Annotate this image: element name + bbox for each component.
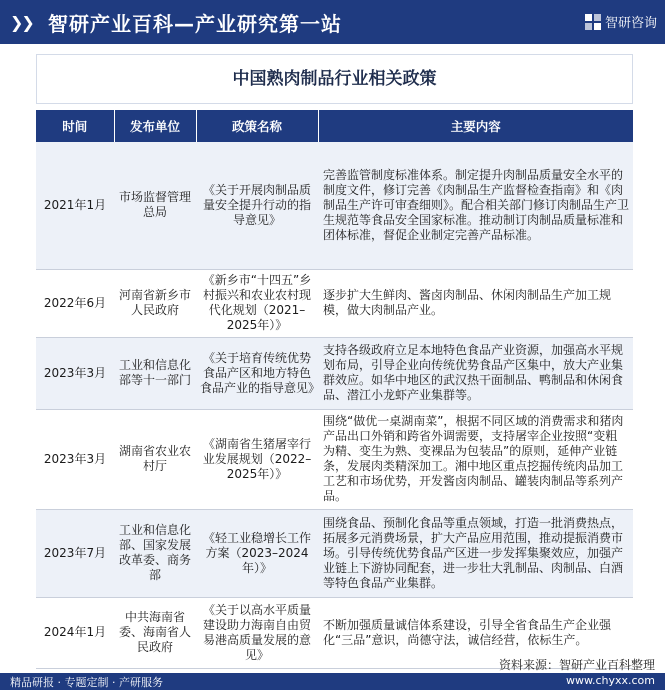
brand-logo-icon [585, 14, 601, 30]
cell-content: 逐步扩大生鲜肉、酱卤肉制品、休闲肉制品生产加工规模，做大肉制品产业。 [318, 269, 633, 337]
table-row [36, 409, 633, 509]
footer-url-link[interactable]: www.chyxx.com [565, 674, 655, 687]
cell-content: 不断加强质量诚信体系建设，引导全省食品生产企业强化“三品”意识，尚德守法，诚信经营，依标生产。 [318, 597, 633, 668]
column-header-time: 时间 [36, 110, 114, 142]
chevron-right-icon: ❯❯ [10, 13, 33, 32]
table-row [36, 337, 633, 409]
document-title-box [36, 54, 633, 104]
cell-content: 围绕食品、预制化食品等重点领域，打造一批消费热点，拓展多元消费场景，扩大产品应用范围，推动提振消费市场。引导传统优势食品产区进一步发挥集聚效应，加强产业链上下游协同配套，进一步壮大乳制品、肉制品、白酒等特色食品产业集群。 [318, 509, 633, 597]
cell-time: 2023年3月 [36, 409, 114, 509]
cell-org: 中共海南省委、海南省人民政府 [114, 597, 196, 668]
brand-logo[interactable] [585, 12, 657, 31]
footer-slogan: 精品研报 · 专题定制 · 产研服务 [10, 676, 163, 689]
source-note: 资料来源：智研产业百科整理 [498, 658, 655, 672]
cell-time: 2023年3月 [36, 337, 114, 409]
cell-content: 完善监管制度标准体系。制定提升肉制品质量安全水平的制度文件，修订完善《肉制品生产监督检查指南》和《肉制品生产许可审查细则》。配合相关部门修订肉制品生产卫生规范等食品安全国家标准。推动制订肉制品质量标准和团体标准，督促企业制定完善产品标准。 [318, 142, 633, 269]
cell-policy-name: 《轻工业稳增长工作方案（2023–2024年）》 [196, 509, 318, 597]
column-header-org: 发布单位 [114, 110, 196, 142]
table-header-row [36, 110, 633, 142]
cell-org: 工业和信息化部、国家发展改革委、商务部 [114, 509, 196, 597]
cell-org: 河南省新乡市人民政府 [114, 269, 196, 337]
table-row [36, 142, 633, 269]
site-title: 智研产业百科—产业研究第一站 [48, 12, 342, 36]
cell-org: 工业和信息化部等十一部门 [114, 337, 196, 409]
cell-org: 市场监督管理总局 [114, 142, 196, 269]
cell-policy-name: 《新乡市“十四五”乡村振兴和农业农村现代化规划（2021–2025年）》 [196, 269, 318, 337]
footer-bar [0, 673, 665, 690]
cell-time: 2021年1月 [36, 142, 114, 269]
cell-policy-name: 《湖南省生猪屠宰行业发展规划（2022–2025年）》 [196, 409, 318, 509]
header-bar [0, 0, 665, 44]
policy-table [36, 110, 633, 669]
cell-policy-name: 《关于开展肉制品质量安全提升行动的指导意见》 [196, 142, 318, 269]
cell-org: 湖南省农业农村厅 [114, 409, 196, 509]
cell-time: 2023年7月 [36, 509, 114, 597]
column-header-name: 政策名称 [196, 110, 318, 142]
table-row [36, 269, 633, 337]
cell-policy-name: 《关于培育传统优势食品产区和地方特色食品产业的指导意见》 [196, 337, 318, 409]
cell-time: 2024年1月 [36, 597, 114, 668]
cell-time: 2022年6月 [36, 269, 114, 337]
table-row [36, 509, 633, 597]
cell-content: 支持各级政府立足本地特色食品产业资源，加强高水平规划布局，引导企业向传统优势食品产区集中，放大产业集群效应。如华中地区的武汉热干面制品、鸭制品和休闲食品、潜江小龙虾产业集群等。 [318, 337, 633, 409]
brand-name: 智研咨询 [604, 16, 657, 31]
column-header-content: 主要内容 [318, 110, 633, 142]
cell-policy-name: 《关于以高水平质量建设助力海南自由贸易港高质量发展的意见》 [196, 597, 318, 668]
cell-content: 围绕“做优一桌湖南菜”，根据不同区域的消费需求和猪肉产品出口外销和跨省外调需要，支持屠宰企业按照“变粗为精、变生为熟、变裸品为包装品”的原则，延伸产业链条，发展肉类精深加工。湘中地区重点挖掘传统肉品加工工艺和市场优势，开发酱卤肉制品、罐装肉制品等系列产品。 [318, 409, 633, 509]
document-title: 中国熟肉制品行业相关政策 [232, 69, 437, 89]
